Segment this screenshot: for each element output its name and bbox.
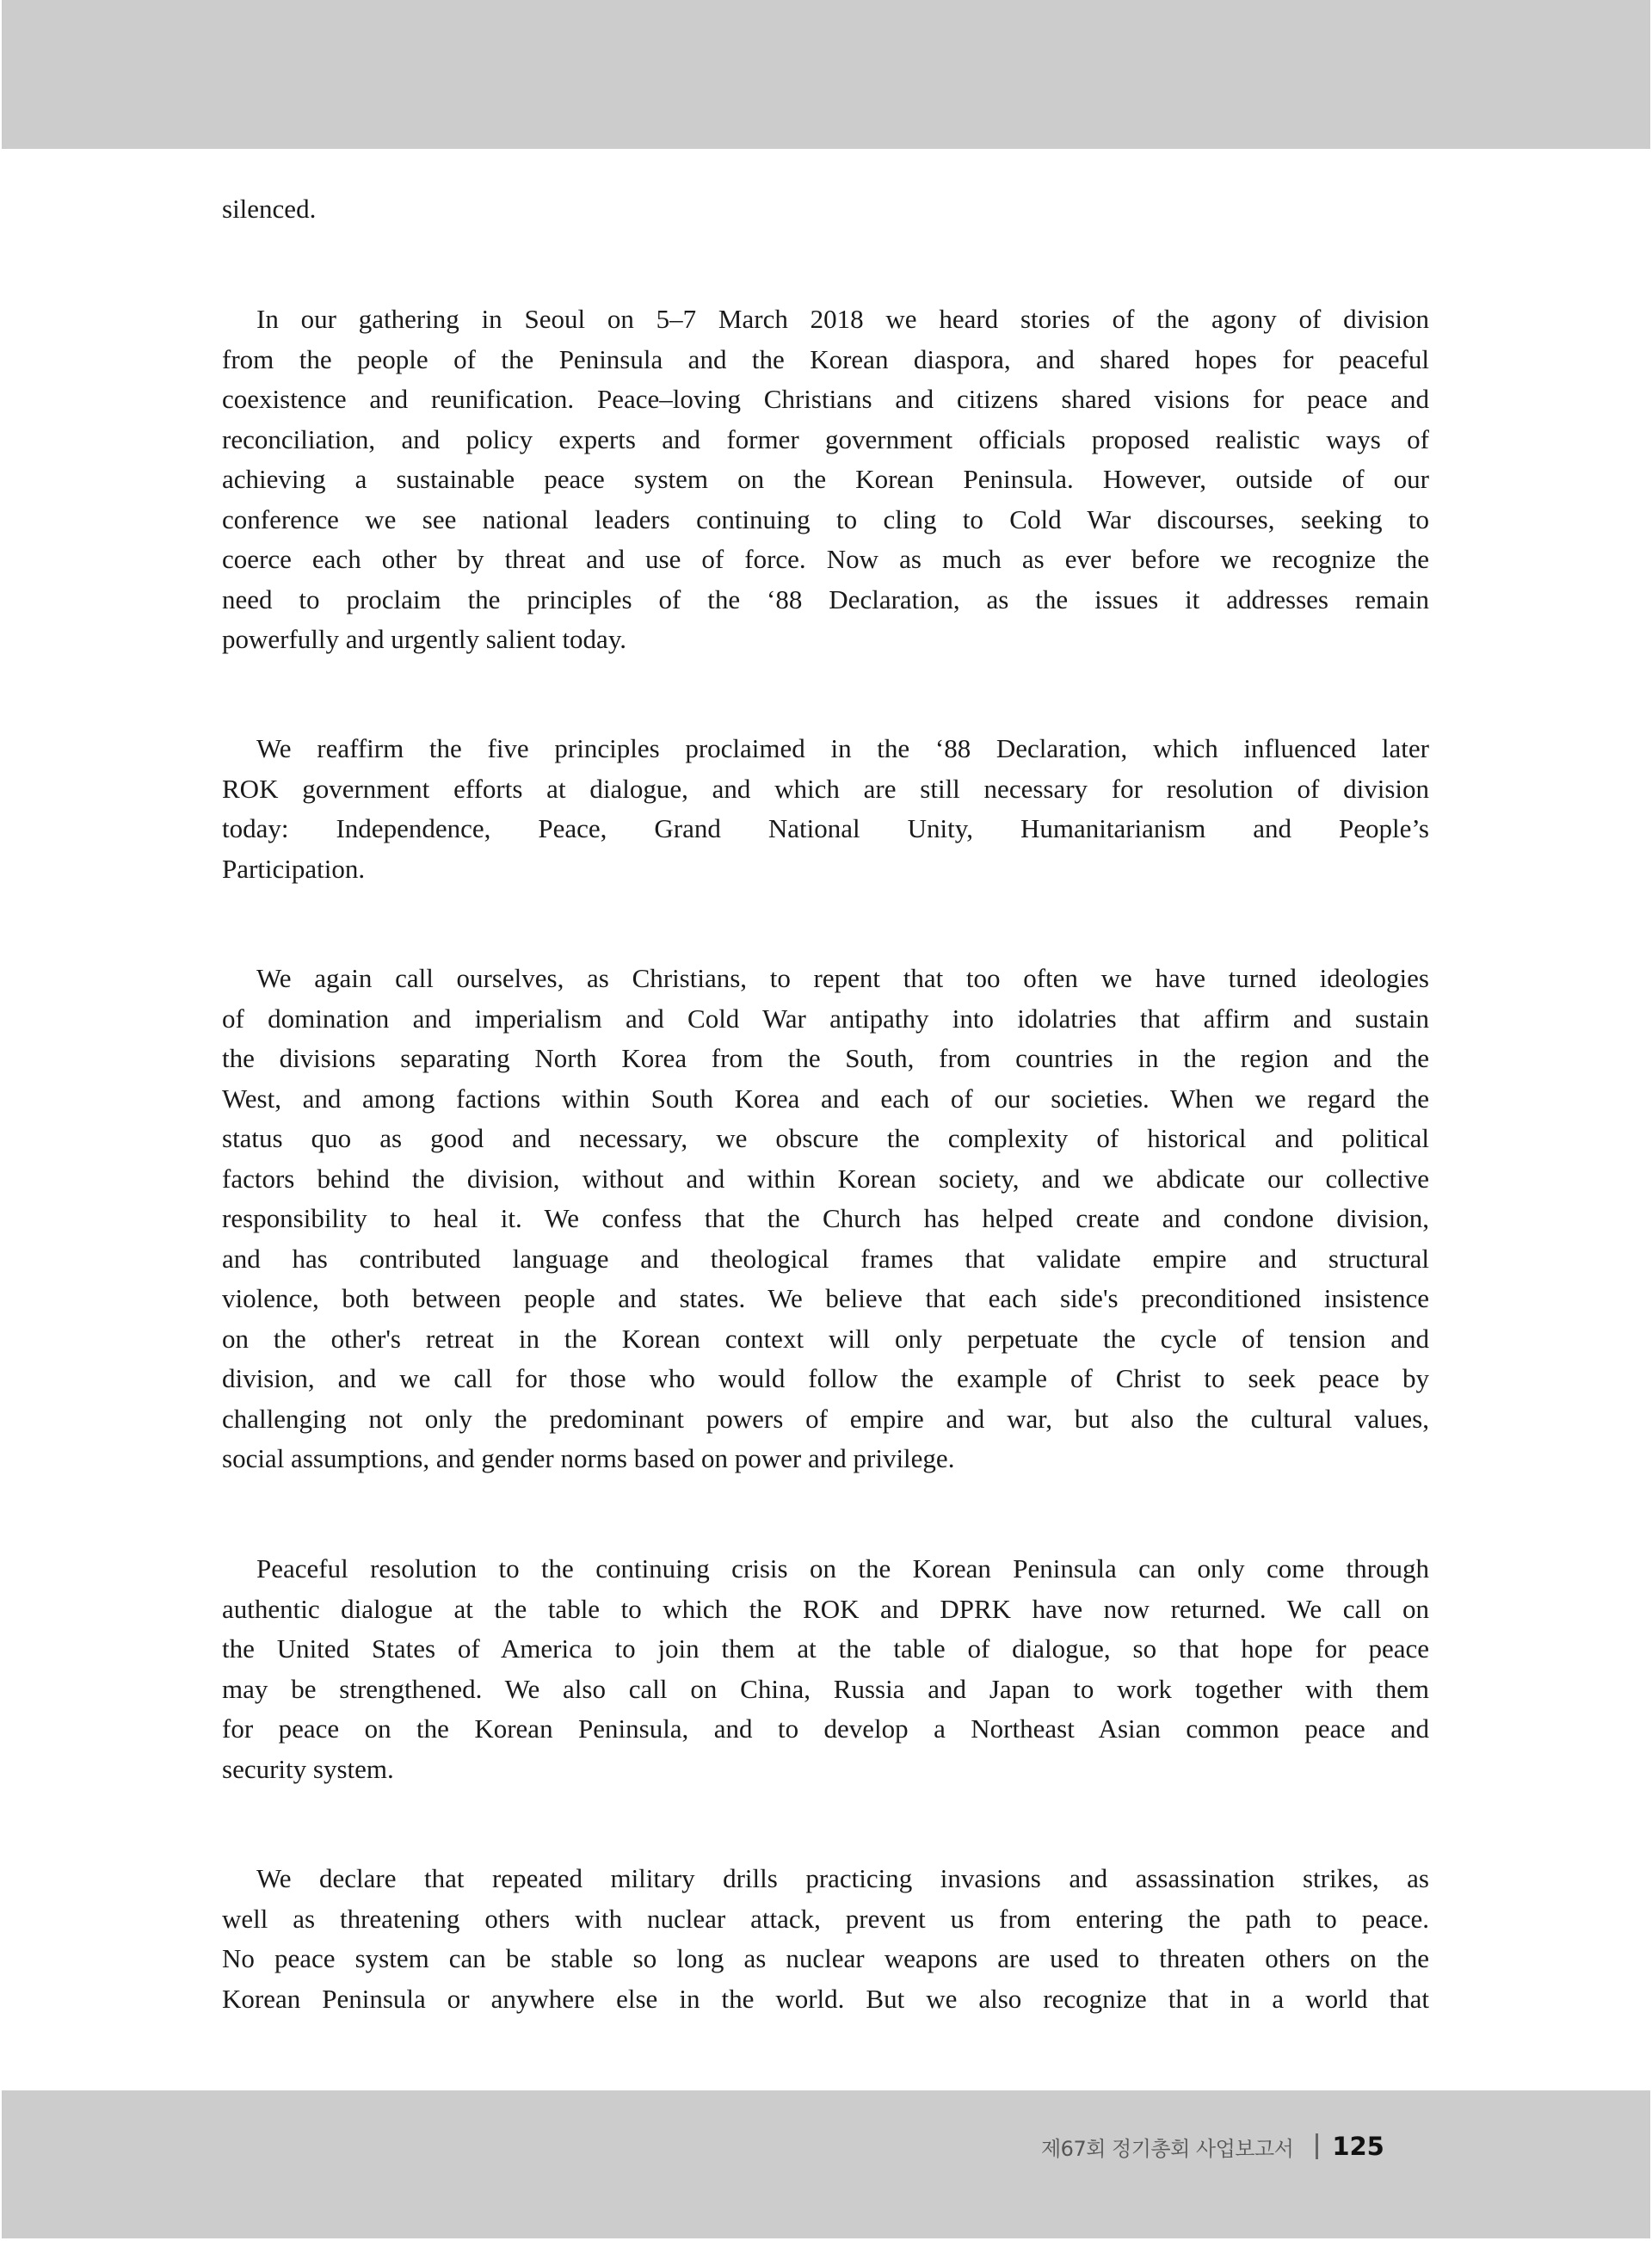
text-line: responsibility to heal it. We confess that the Church has helped create and condone division, bbox=[222, 1203, 1429, 1233]
text-line: achieving a sustainable peace system on the Korean Peninsula. However, outside of our bbox=[222, 464, 1429, 494]
text-line: reconciliation, and policy experts and former government officials proposed realistic ways of bbox=[222, 423, 1429, 454]
text-line: and has contributed language and theological frames that validate empire and structural bbox=[222, 1243, 1429, 1274]
text-line: authentic dialogue at the table to which the ROK and DPRK have now returned. We call on bbox=[222, 1593, 1429, 1624]
text-line: division, and we call for those who would follow the example of Christ to seek peace by bbox=[222, 1363, 1429, 1393]
text-line: conference we see national leaders continuing to cling to Cold War discourses, seeking to bbox=[222, 503, 1429, 534]
text-line: silenced. bbox=[222, 194, 317, 224]
page-number: 125 bbox=[1332, 2132, 1384, 2161]
page-footer-band bbox=[2, 2090, 1650, 2238]
text-line: the United States of America to join them at the table of dialogue, so that hope for peace bbox=[222, 1633, 1429, 1664]
text-line: coerce each other by threat and use of force. Now as much as ever before we recognize the bbox=[222, 544, 1429, 574]
text-line: powerfully and urgently salient today. bbox=[222, 624, 627, 654]
text-line: coexistence and reunification. Peace–loving Christians and citizens shared visions for peace and bbox=[222, 384, 1429, 414]
paragraph-dialogue bbox=[222, 1549, 1429, 1789]
text-line: for peace on the Korean Peninsula, and to develop a Northeast Asian common peace and bbox=[222, 1713, 1429, 1744]
paragraph-seoul-gathering bbox=[222, 299, 1429, 660]
text-line: challenging not only the predominant powers of empire and war, but also the cultural values, bbox=[222, 1403, 1429, 1434]
text-line: Peaceful resolution to the continuing crisis on the Korean Peninsula can only come through bbox=[256, 1553, 1429, 1584]
carryover-text bbox=[222, 189, 1429, 230]
text-line: West, and among factions within South Korea and each of our societies. When we regard the bbox=[222, 1083, 1429, 1114]
text-line: from the people of the Peninsula and the Korean diaspora, and shared hopes for peaceful bbox=[222, 343, 1429, 374]
text-line: the divisions separating North Korea from the South, from countries in the region and the bbox=[222, 1043, 1429, 1073]
text-line: of domination and imperialism and Cold War antipathy into idolatries that affirm and sustain bbox=[222, 1003, 1429, 1034]
paragraph-repentance bbox=[222, 959, 1429, 1479]
text-line: today: Independence, Peace, Grand National Unity, Humanitarianism and People’s bbox=[222, 813, 1429, 843]
text-line: may be strengthened. We also call on China, Russia and Japan to work together with them bbox=[222, 1673, 1429, 1704]
paragraph-military-drills bbox=[222, 1859, 1429, 2019]
text-line: We declare that repeated military drills practicing invasions and assassination strikes, as bbox=[256, 1863, 1429, 1893]
text-line: need to proclaim the principles of the ‘88 Declaration, as the issues it addresses remain bbox=[222, 583, 1429, 614]
page-footer bbox=[1041, 2129, 1384, 2164]
text-line: Participation. bbox=[222, 853, 366, 884]
text-line: status quo as good and necessary, we obscure the complexity of historical and political bbox=[222, 1123, 1429, 1153]
text-line: No peace system can be stable so long as nuclear weapons are used to threaten others on the bbox=[222, 1943, 1429, 1973]
text-line: on the other's retreat in the Korean context will only perpetuate the cycle of tension and bbox=[222, 1323, 1429, 1354]
text-line: In our gathering in Seoul on 5–7 March 2018 we heard stories of the agony of division bbox=[256, 304, 1429, 334]
page-header-band bbox=[2, 0, 1650, 149]
text-line: well as threatening others with nuclear attack, prevent us from entering the path to peace. bbox=[222, 1903, 1429, 1934]
text-line: We again call ourselves, as Christians, to repent that too often we have turned ideologies bbox=[256, 963, 1429, 993]
text-line: Korean Peninsula or anywhere else in the world. But we also recognize that in a world that bbox=[222, 1983, 1429, 2014]
report-title: 제67회 정기총회 사업보고서 bbox=[1041, 2136, 1294, 2161]
text-line: security system. bbox=[222, 1753, 394, 1784]
text-line: We reaffirm the five principles proclaimed in the ‘88 Declaration, which influenced later bbox=[256, 733, 1429, 763]
footer-separator bbox=[1316, 2133, 1318, 2159]
paragraph-five-principles bbox=[222, 729, 1429, 889]
text-line: social assumptions, and gender norms based on power and privilege. bbox=[222, 1443, 955, 1473]
text-line: ROK government efforts at dialogue, and which are still necessary for resolution of division bbox=[222, 773, 1429, 804]
text-line: factors behind the division, without and within Korean society, and we abdicate our collective bbox=[222, 1163, 1429, 1194]
text-line: violence, both between people and states. We believe that each side's preconditioned insistence bbox=[222, 1283, 1429, 1313]
